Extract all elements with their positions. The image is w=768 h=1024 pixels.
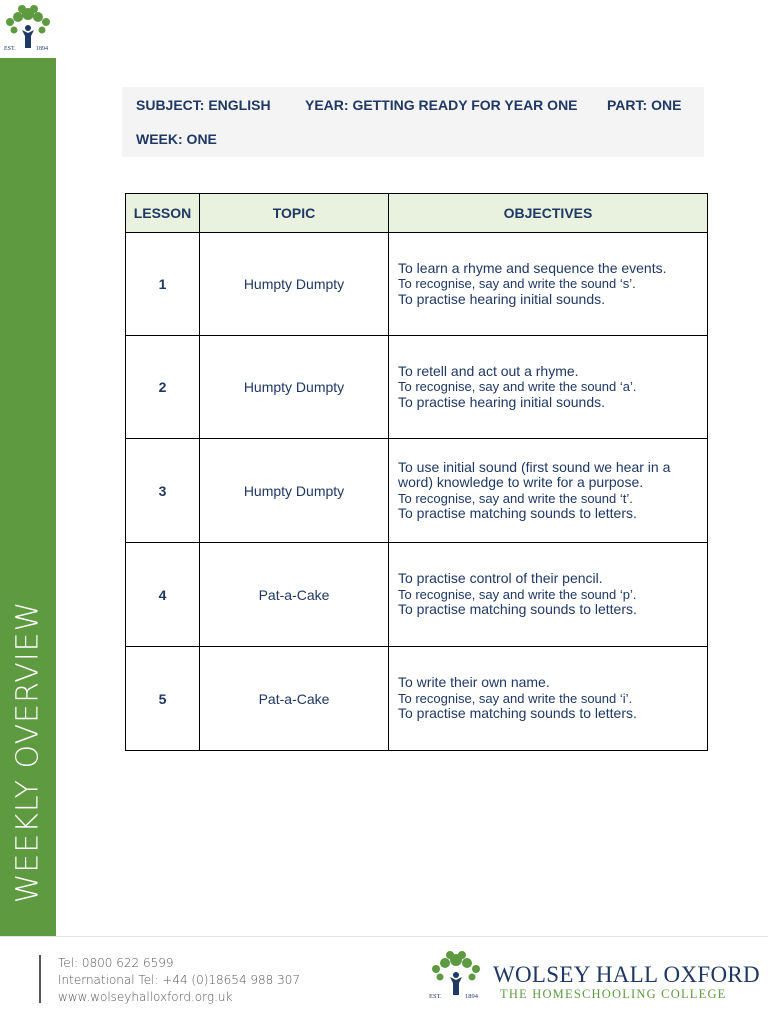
lesson-objectives (389, 543, 708, 647)
sidebar (0, 0, 56, 936)
objective-text: To recognise, say and write the sound ‘p’. (398, 586, 637, 602)
footer-tree-logo-icon (425, 950, 487, 1002)
objective-text: To practise hearing initial sounds. (398, 290, 606, 307)
objective-text: To practise hearing initial sounds. (398, 393, 606, 410)
svg-text:EST.: EST. (4, 46, 16, 52)
sidebar-title: WEEKLY OVERVIEW (10, 600, 46, 904)
objective-text: To practise matching sounds to letters. (398, 505, 637, 521)
lesson-objectives (389, 439, 708, 543)
objective-text: To practise matching sounds to letters. (398, 601, 637, 618)
footer-international-telephone: International Tel: +44 (0)18654 988 307 (58, 973, 301, 987)
lesson-topic: Humpty Dumpty (200, 233, 389, 336)
table-row (126, 336, 708, 439)
column-header-lesson: LESSON (126, 194, 200, 233)
lesson-objectives (389, 647, 708, 751)
lesson-number: 2 (126, 336, 200, 439)
lesson-objectives (389, 336, 708, 439)
column-header-topic: TOPIC (200, 194, 389, 233)
table-row (126, 543, 708, 647)
sidebar-logo (0, 0, 56, 58)
part-label: PART: ONE (607, 97, 682, 113)
svg-text:1894: 1894 (465, 993, 478, 1000)
footer-accent-bar (39, 955, 41, 1003)
brand-name: WOLSEY HALL OXFORD (493, 962, 760, 987)
lesson-topic: Humpty Dumpty (200, 439, 389, 543)
objective-text: To recognise, say and write the sound ‘s’. (398, 276, 636, 292)
week-label: WEEK: ONE (136, 131, 217, 147)
footer-telephone: Tel: 0800 622 6599 (58, 956, 174, 970)
table-row (126, 439, 708, 543)
lesson-number: 5 (126, 647, 200, 751)
lesson-topic: Humpty Dumpty (200, 336, 389, 439)
column-header-objectives: OBJECTIVES (389, 194, 708, 233)
year-label: YEAR: GETTING READY FOR YEAR ONE (305, 97, 578, 113)
objective-text: To use initial sound (first sound we hear in a word) knowledge to write for a purpose. (398, 458, 671, 490)
objective-text: To retell and act out a rhyme. (398, 362, 579, 379)
brand-tagline: THE HOMESCHOOLING COLLEGE (500, 987, 727, 1001)
footer-website-link[interactable]: www.wolseyhalloxford.org.uk (58, 990, 233, 1004)
objective-text: To practise control of their pencil. (398, 570, 603, 587)
objective-text: To recognise, say and write the sound ‘a’. (398, 379, 637, 395)
subject-label: SUBJECT: ENGLISH (136, 97, 271, 113)
lesson-topic: Pat-a-Cake (200, 647, 389, 751)
table-row (126, 647, 708, 751)
lesson-number: 3 (126, 439, 200, 543)
lesson-number: 1 (126, 233, 200, 336)
objective-text: To learn a rhyme and sequence the events. (398, 259, 667, 276)
objective-text: To recognise, say and write the sound ‘i’. (398, 690, 633, 706)
weekly-overview-table (125, 193, 708, 751)
table-header-row (126, 194, 708, 233)
lesson-objectives (389, 233, 708, 336)
objective-text: To write their own name. (398, 674, 550, 691)
svg-text:EST.: EST. (429, 993, 442, 1000)
lesson-number: 4 (126, 543, 200, 647)
footer-divider (0, 936, 768, 937)
svg-text:1894: 1894 (36, 46, 48, 52)
lesson-info-header (122, 87, 704, 157)
objective-text: To practise matching sounds to letters. (398, 705, 637, 722)
tree-logo-icon (0, 0, 56, 58)
table-row (126, 233, 708, 336)
lesson-topic: Pat-a-Cake (200, 543, 389, 647)
objective-text: To recognise, say and write the sound ‘t’. (398, 490, 633, 506)
